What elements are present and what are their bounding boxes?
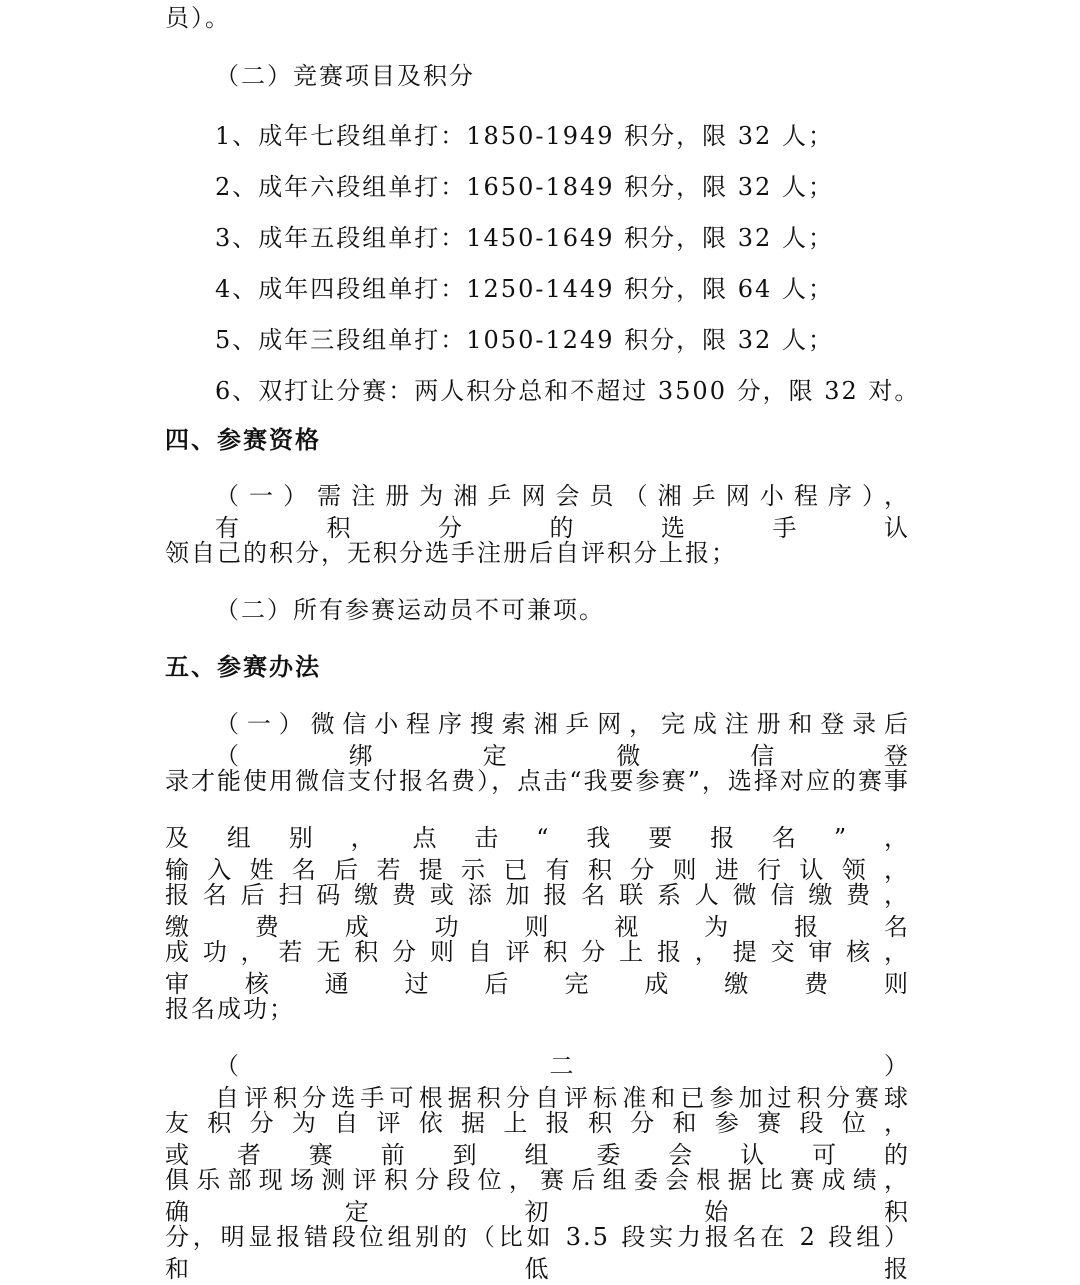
paragraph-line: （一）微信小程序搜索湘乒网，完成注册和登录后（绑定微信登 [215, 710, 910, 770]
paragraph-line: 录才能使用微信支付报名费），点击“我要参赛”，选择对应的赛事 [165, 767, 910, 795]
list-item: 5、成年三段组单打：1050-1249 积分，限 32 人； [215, 326, 834, 354]
list-item: 2、成年六段组单打：1650-1849 积分，限 32 人； [215, 173, 834, 201]
list-item: 6、双打让分赛：两人积分总和不超过 3500 分，限 32 对。 [215, 377, 921, 405]
section-heading: 五、参赛办法 [165, 652, 321, 681]
paragraph-line: 报名后扫码缴费或添加报名联系人微信缴费，缴费成功则视为报名 [165, 881, 910, 941]
paragraph-line: 分，明显报错段位组别的（比如 3.5 段实力报名在 2 段组）和低报 [165, 1223, 910, 1283]
list-item: 1、成年七段组单打：1850-1949 积分，限 32 人； [215, 122, 834, 150]
paragraph-line: （一）需注册为湘乒网会员（湘乒网小程序），有积分的选手认 [215, 482, 910, 542]
paragraph-line: （二）自评积分选手可根据积分自评标准和已参加过积分赛球 [215, 1052, 910, 1112]
section-heading: 四、参赛资格 [165, 425, 321, 454]
paragraph-line: 俱乐部现场测评积分段位，赛后组委会根据比赛成绩，确定初始积 [165, 1166, 910, 1226]
paragraph-line: 及组别，点击“我要报名”，输入姓名后若提示已有积分则进行认领， [165, 824, 910, 884]
subsection-heading: （二）竞赛项目及积分 [215, 62, 475, 90]
paragraph-line: （二）所有参赛运动员不可兼项。 [215, 596, 605, 624]
paragraph-line: 领自己的积分，无积分选手注册后自评积分上报； [165, 539, 737, 567]
paragraph-line: 成功，若无积分则自评积分上报，提交审核，审核通过后完成缴费则 [165, 938, 910, 998]
paragraph-line: 友积分为自评依据上报积分和参赛段位，或者赛前到组委会认可的 [165, 1109, 910, 1169]
list-item: 3、成年五段组单打：1450-1649 积分，限 32 人； [215, 224, 834, 252]
list-item: 4、成年四段组单打：1250-1449 积分，限 64 人； [215, 275, 834, 303]
text-line: 员）。 [165, 4, 231, 32]
paragraph-line: 报名成功； [165, 995, 295, 1023]
